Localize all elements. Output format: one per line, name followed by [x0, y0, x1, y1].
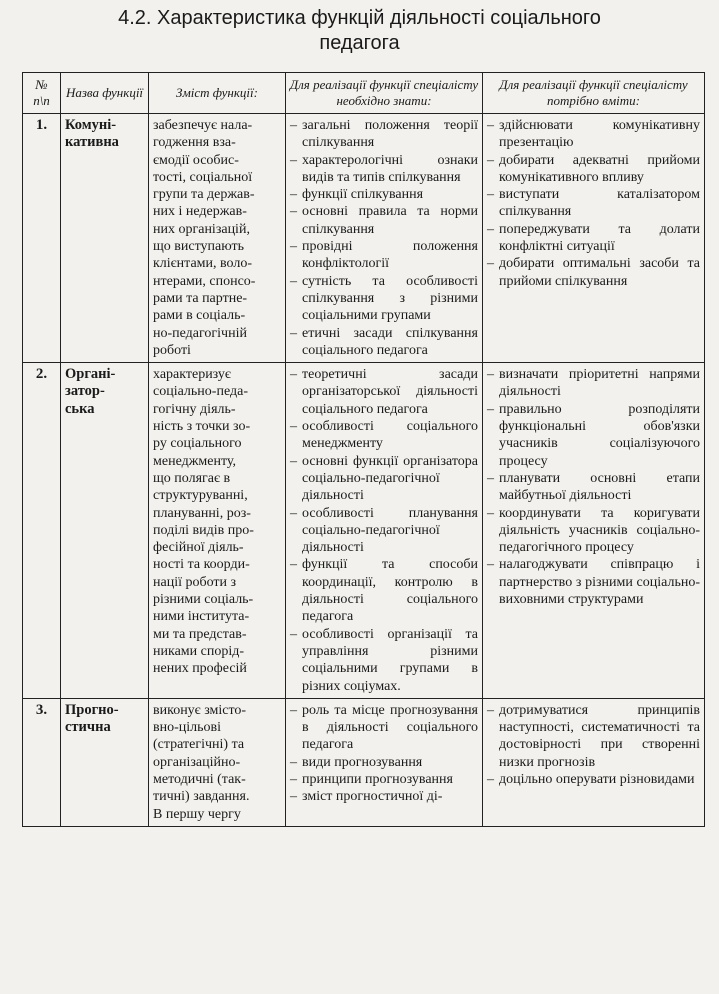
skill-item: – координувати та коригувати діяльність учасників соціально-педагогічного процесу	[487, 505, 700, 557]
knowledge-item: – теоретичні засади організаторської діяльності соціального педагога	[290, 366, 478, 418]
table-row	[23, 363, 705, 699]
knowledge-item: – загальні положення теорії спілкування	[290, 117, 478, 152]
knowledge-item: – зміст прогностичної ді-	[290, 788, 478, 805]
knowledge-item: – етичні засади спілкування соціального педагога	[290, 325, 478, 360]
function-content-line: В першу чергу	[153, 806, 241, 822]
function-name	[61, 114, 149, 363]
table-header-row	[23, 73, 705, 114]
row-number: 2.	[23, 363, 61, 699]
function-content-line: нації роботи з	[153, 574, 237, 590]
skill-item: – попереджувати та долати конфліктні ситуації	[487, 221, 700, 256]
function-content	[149, 363, 286, 699]
function-content-line: нтерами, спонсо-	[153, 273, 256, 289]
function-content-line: ності та коорди-	[153, 557, 250, 573]
function-content-line: виконує змісто-	[153, 702, 247, 718]
knowledge-item: – види прогнозування	[290, 754, 478, 771]
function-content	[149, 114, 286, 363]
function-content-line: но-педагогічній	[153, 325, 247, 341]
skill-item: – виступати каталізатором спілкування	[487, 186, 700, 221]
function-name-line: Комуні-	[65, 117, 117, 133]
function-name-line: Органі-	[65, 366, 116, 383]
knowledge-item: – сутність та особливості спілкування з різними соціальними групами	[290, 273, 478, 325]
table-body	[23, 114, 705, 827]
function-content-line: (стратегічні) та	[153, 737, 245, 753]
knowledge-cell	[286, 363, 483, 699]
skills-cell	[483, 114, 705, 363]
table-row	[23, 114, 705, 363]
skills-cell	[483, 363, 705, 699]
skills-list	[487, 702, 700, 788]
knowledge-cell	[286, 114, 483, 363]
function-content-line: забезпечує нала-	[153, 118, 253, 133]
knowledge-item: – роль та місце прогнозування в діяльності соціального педагога	[290, 702, 478, 754]
knowledge-list	[290, 702, 478, 806]
knowledge-list	[290, 117, 478, 359]
knowledge-item: – принципи прогнозування	[290, 771, 478, 788]
skill-item: – налагоджувати співпрацю і партнерство з різними соціально-виховними структурами	[487, 556, 700, 608]
header-know: Для реалізації функції спеціалісту необхідно знати:	[286, 73, 483, 114]
header-content: Зміст функції:	[149, 73, 286, 114]
function-content-line: фесійної діяль-	[153, 540, 244, 556]
knowledge-item: – основні правила та норми спілкування	[290, 203, 478, 238]
function-content	[149, 698, 286, 826]
function-content-line: поділі видів про-	[153, 522, 254, 538]
skill-item: – доцільно оперувати різновидами	[487, 771, 700, 788]
row-number: 1.	[23, 114, 61, 363]
function-content-line: характеризує	[153, 367, 231, 383]
page-title-line-1: 4.2. Характеристика функцій діяльності соціального	[118, 7, 601, 29]
header-name: Назва функції	[61, 73, 149, 114]
knowledge-cell	[286, 698, 483, 826]
function-content-line: гогічну діяль-	[153, 401, 236, 417]
function-content-line: ність з точки зо-	[153, 419, 251, 435]
knowledge-item: – функції спілкування	[290, 186, 478, 203]
function-content-line: рами та партне-	[153, 290, 248, 306]
skill-item: – добирати оптимальні засоби та прийоми спілкування	[487, 255, 700, 290]
row-number: 3.	[23, 698, 61, 826]
function-name-line: кативна	[65, 134, 119, 151]
knowledge-item: – провідні положення конфліктології	[290, 238, 478, 273]
function-content-line: методичні (так-	[153, 771, 246, 787]
function-content-line: різними соціаль-	[153, 592, 254, 608]
function-content-line: групи та держав-	[153, 187, 255, 203]
function-content-line: никами спорід-	[153, 643, 245, 659]
skill-item: – правильно розподіляти функціональні обов'язки учасників соціалізуючого процесу	[487, 401, 700, 470]
knowledge-item: – особливості організації та управління різними соціальними групами в різних соціумах.	[290, 626, 478, 695]
function-name	[61, 698, 149, 826]
page-title	[0, 6, 719, 56]
header-able: Для реалізації функції спеціалісту потрібно вміти:	[483, 73, 705, 114]
knowledge-item: – характерологічні ознаки видів та типів спілкування	[290, 152, 478, 187]
function-content-line: рами в соціаль-	[153, 308, 246, 324]
knowledge-item: – особливості соціального менеджменту	[290, 418, 478, 453]
skill-item: – планувати основні етапи майбутньої діяльності	[487, 470, 700, 505]
function-content-line: ру соціального	[153, 436, 242, 452]
functions-table	[22, 72, 705, 827]
skill-item: – дотримуватися принципів наступності, систематичності та достовірності при створенні низки прогнозів	[487, 702, 700, 771]
skills-list	[487, 117, 700, 290]
function-content-line: тичні) завдання.	[153, 789, 250, 805]
function-content-line: що виступають	[153, 239, 245, 255]
function-content-line: тості, соціальної	[153, 169, 253, 185]
header-num: № п\п	[23, 73, 61, 114]
function-content-line: ємодії особис-	[153, 152, 239, 168]
knowledge-item: – особливості планування соціально-педагогічної діяльності	[290, 505, 478, 557]
function-content-line: ними інститута-	[153, 609, 250, 625]
function-content-line: структуруванні,	[153, 488, 248, 504]
function-content-line: них організацій,	[153, 221, 250, 237]
page-title-line-2: педагога	[319, 32, 400, 54]
function-content-line: менеджменту,	[153, 453, 236, 469]
skill-item: – здійснювати комунікативну презентацію	[487, 117, 700, 152]
function-content-line: ми та представ-	[153, 626, 247, 642]
function-content-line: що полягає в	[153, 470, 231, 486]
function-content-line: них і недержав-	[153, 204, 247, 220]
function-name	[61, 363, 149, 699]
skills-list	[487, 366, 700, 608]
function-content-line: годження вза-	[153, 135, 236, 151]
skill-item: – визначати пріоритетні напрями діяльності	[487, 366, 700, 401]
knowledge-item: – основні функції організатора соціально-педагогічної діяльності	[290, 453, 478, 505]
function-content-line: організаційно-	[153, 754, 241, 770]
skills-cell	[483, 698, 705, 826]
function-name-line: Прогно-	[65, 701, 119, 718]
table-row	[23, 698, 705, 826]
function-content-line: нених професій	[153, 661, 247, 677]
skill-item: – добирати адекватні прийоми комунікативного впливу	[487, 152, 700, 187]
function-content-line: роботі	[153, 342, 191, 358]
function-content-line: соціально-педа-	[153, 384, 248, 400]
function-name-line: ська	[65, 400, 95, 417]
knowledge-list	[290, 366, 478, 695]
function-name-line: затор-	[65, 383, 105, 400]
function-name-line: стична	[65, 719, 111, 736]
knowledge-item: – функції та способи координації, контролю в діяльності соціального педагога	[290, 556, 478, 625]
function-content-line: вно-цільові	[153, 720, 222, 736]
function-content-line: плануванні, роз-	[153, 505, 251, 521]
function-content-line: клієнтами, воло-	[153, 256, 253, 272]
